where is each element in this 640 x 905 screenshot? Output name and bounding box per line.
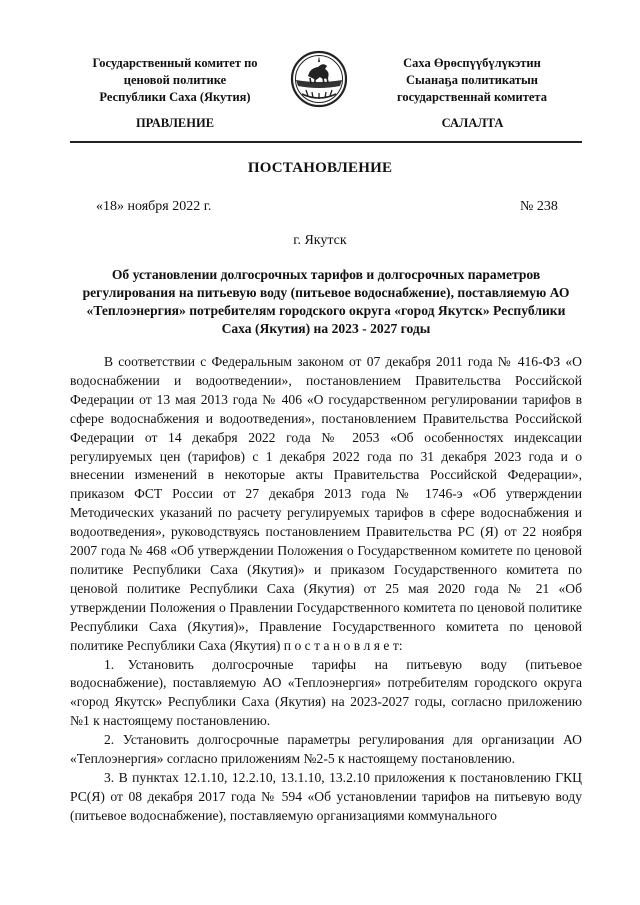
agency-line: Саха Өрөспүүбүлүкэтин bbox=[403, 56, 541, 70]
paragraph-item-3: 3. В пунктах 12.1.10, 12.2.10, 13.1.10, 13.2.10 приложения к постановлению ГКЦ РС(Я) от 08 декабря 2017 года № 594 «Об установлении тарифов на питьевую воду (питьевое водоснабжение), поставляемую организациями коммунального bbox=[70, 769, 582, 823]
document-subject: Об установлении долгосрочных тарифов и долгосрочных параметров регулирования на питьевую воду (питьевое водоснабжение), поставляемую АО «Теплоэнергия» потребителям городского округа «город Якутск» Республики Саха (Якутия) на 2023 - 2027 годы bbox=[82, 267, 570, 336]
header-divider bbox=[70, 141, 582, 143]
document-city: г. Якутск bbox=[293, 233, 347, 248]
agency-line: Государственный комитет по bbox=[92, 56, 258, 70]
coat-of-arms-emblem-icon bbox=[290, 50, 348, 108]
document-date: «18» ноября 2022 г. bbox=[96, 199, 212, 214]
agency-line: Сыанаҕа политикатын bbox=[406, 73, 538, 87]
department-label-russian: ПРАВЛЕНИЕ bbox=[135, 116, 215, 130]
paragraph-item-1: 1. Установить долгосрочные тарифы на питьевую воду (питьевое водоснабжение), поставляемую АО «Теплоэнергия» потребителям городского округа «город Якутск» Республики Саха (Якутия) на 2023-2027 годы, согласно приложению №1 к настоящему постановлению. bbox=[70, 656, 582, 729]
agency-line: Республики Саха (Якутия) bbox=[99, 90, 251, 104]
agency-name-russian bbox=[70, 55, 280, 106]
document-number: № 238 bbox=[520, 199, 558, 214]
agency-line: ценовой политике bbox=[123, 73, 227, 87]
document-title: ПОСТАНОВЛЕНИЕ bbox=[247, 160, 393, 176]
document-body bbox=[70, 353, 582, 826]
department-label-yakut: САЛАЛТА bbox=[441, 116, 504, 130]
agency-line: государственнай комитета bbox=[397, 90, 547, 104]
paragraph-preamble: В соответствии с Федеральным законом от 07 декабря 2011 года № 416-ФЗ «О водоснабжении и водоотведении», постановлением Правительства Российской Федерации от 13 мая 2013 года № 406 «О государственном регулировании тарифов в сфере водоснабжения и водоотведения», постановлением Правительства Российской Федерации от 14 декабря 2022 года № 2053 «Об особенностях индексации регулируемых цен (тарифов) с 1 декабря 2022 года по 31 декабря 2023 года и о внесении изменений в некоторые акты Правительства Российской Федерации», приказом ФСТ России от 27 декабря 2013 года № 1746-э «Об утверждении Методических указаний по расчету регулируемых тарифов в сфере водоснабжения и водоотведения», руководствуясь постановлением Правительства РС (Я) от 22 ноября 2007 года № 468 «Об утверждении Положения о Государственном комитете по ценовой политике Республики Саха (Якутия)» и приказом Государственного комитета по ценовой политике Республики Саха (Якутия) от 25 мая 2020 года № 21 «Об утверждении Положения о Правлении Государственного комитета по ценовой политике Республики Саха (Якутия)», Правление Государственного комитета по ценовой политике Республики Саха (Якутия) п о с т а н о в л я е т: bbox=[70, 354, 582, 653]
agency-name-yakut bbox=[366, 55, 578, 106]
paragraph-item-2: 2. Установить долгосрочные параметры регулирования для организации АО «Теплоэнергия» согласно приложениям №2-5 к настоящему постановлению. bbox=[70, 732, 582, 767]
